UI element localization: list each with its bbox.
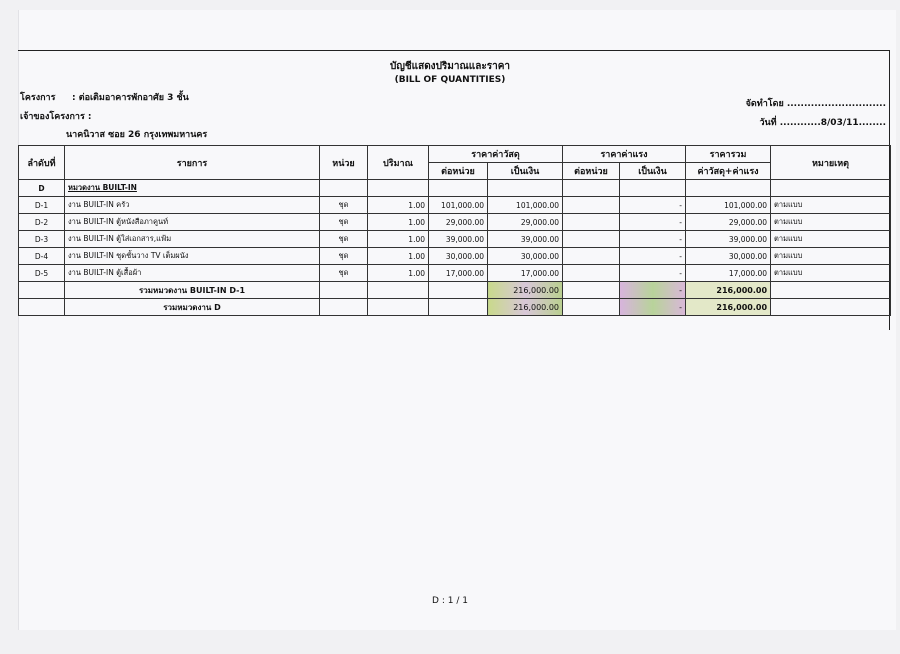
grand-total-label: รวมหมวดงาน D bbox=[65, 299, 320, 316]
grand-total-row bbox=[19, 299, 891, 316]
page-number: D : 1 / 1 bbox=[432, 596, 468, 606]
row-material-unit: 29,000.00 bbox=[429, 214, 488, 231]
row-item: งาน BUILT-IN ครัว bbox=[65, 197, 320, 214]
material-amount-header: เป็นเงิน bbox=[488, 163, 563, 180]
top-border-line bbox=[18, 50, 890, 51]
table-row bbox=[19, 248, 891, 265]
row-unit: ชุด bbox=[320, 214, 368, 231]
row-unit: ชุด bbox=[320, 197, 368, 214]
row-no: D-1 bbox=[19, 197, 65, 214]
row-no: D-3 bbox=[19, 231, 65, 248]
row-no: D-2 bbox=[19, 214, 65, 231]
row-labor-unit bbox=[563, 197, 620, 214]
grand-total-total: 216,000.00 bbox=[686, 299, 771, 316]
section-row bbox=[19, 180, 891, 197]
document-subtitle: (BILL OF QUANTITIES) bbox=[394, 75, 506, 85]
table-row bbox=[19, 231, 891, 248]
row-labor-unit bbox=[563, 265, 620, 282]
labor-amount-header: เป็นเงิน bbox=[620, 163, 686, 180]
labor-per-unit-header: ต่อหน่วย bbox=[563, 163, 620, 180]
row-material-unit: 101,000.00 bbox=[429, 197, 488, 214]
row-unit: ชุด bbox=[320, 248, 368, 265]
row-material-amount: 17,000.00 bbox=[488, 265, 563, 282]
row-qty: 1.00 bbox=[368, 197, 429, 214]
material-per-unit-header: ต่อหน่วย bbox=[429, 163, 488, 180]
row-remark: ตามแบบ bbox=[771, 248, 891, 265]
row-labor-amount: - bbox=[620, 265, 686, 282]
col-total-header: ราคารวม bbox=[686, 146, 771, 163]
project-label: โครงการ bbox=[20, 93, 56, 103]
col-no-header: ลำดับที่ bbox=[19, 146, 65, 180]
subtotal-labor-amount: - bbox=[620, 282, 686, 299]
row-material-amount: 39,000.00 bbox=[488, 231, 563, 248]
row-total: 101,000.00 bbox=[686, 197, 771, 214]
row-item: งาน BUILT-IN ชุดชั้นวาง TV เต็มผนัง bbox=[65, 248, 320, 265]
subtotal-total: 216,000.00 bbox=[686, 282, 771, 299]
row-item: งาน BUILT-IN ตู้เสื้อผ้า bbox=[65, 265, 320, 282]
row-item: งาน BUILT-IN ตู้ใส่เอกสาร,แฟ้ม bbox=[65, 231, 320, 248]
subtotal-row bbox=[19, 282, 891, 299]
row-remark: ตามแบบ bbox=[771, 197, 891, 214]
row-material-unit: 30,000.00 bbox=[429, 248, 488, 265]
row-labor-unit bbox=[563, 231, 620, 248]
row-material-amount: 101,000.00 bbox=[488, 197, 563, 214]
grand-total-labor-amount: - bbox=[620, 299, 686, 316]
col-labor-header: ราคาค่าแรง bbox=[563, 146, 686, 163]
row-total: 30,000.00 bbox=[686, 248, 771, 265]
row-qty: 1.00 bbox=[368, 231, 429, 248]
row-labor-amount: - bbox=[620, 231, 686, 248]
row-unit: ชุด bbox=[320, 231, 368, 248]
owner-label: เจ้าของโครงการ : bbox=[20, 112, 92, 122]
row-total: 39,000.00 bbox=[686, 231, 771, 248]
row-qty: 1.00 bbox=[368, 265, 429, 282]
subtotal-label: รวมหมวดงาน BUILT-IN D-1 bbox=[65, 282, 320, 299]
row-remark: ตามแบบ bbox=[771, 231, 891, 248]
total-sub-header: ค่าวัสดุ+ค่าแรง bbox=[686, 163, 771, 180]
project-address: นาคนิวาส ซอย 26 กรุงเทพมหานคร bbox=[66, 130, 208, 140]
row-total: 29,000.00 bbox=[686, 214, 771, 231]
col-remark-header: หมายเหตุ bbox=[771, 146, 891, 180]
row-material-unit: 17,000.00 bbox=[429, 265, 488, 282]
row-labor-unit bbox=[563, 214, 620, 231]
document-date: วันที่ ............8/03/11........ bbox=[759, 118, 886, 128]
col-material-header: ราคาค่าวัสดุ bbox=[429, 146, 563, 163]
section-name: หมวดงาน BUILT-IN bbox=[65, 180, 320, 197]
document-title: บัญชีแสดงปริมาณและราคา bbox=[389, 61, 511, 72]
row-total: 17,000.00 bbox=[686, 265, 771, 282]
section-code: D bbox=[19, 180, 65, 197]
table-row bbox=[19, 214, 891, 231]
row-no: D-5 bbox=[19, 265, 65, 282]
col-item-header: รายการ bbox=[65, 146, 320, 180]
row-labor-amount: - bbox=[620, 197, 686, 214]
project-value: : ต่อเติมอาคารพักอาศัย 3 ชั้น bbox=[72, 93, 189, 103]
prepared-by: จัดทำโดย ............................. bbox=[745, 99, 886, 109]
row-material-amount: 30,000.00 bbox=[488, 248, 563, 265]
row-qty: 1.00 bbox=[368, 214, 429, 231]
row-unit: ชุด bbox=[320, 265, 368, 282]
row-remark: ตามแบบ bbox=[771, 265, 891, 282]
grand-total-material-amount: 216,000.00 bbox=[488, 299, 563, 316]
table-row bbox=[19, 197, 891, 214]
subtotal-material-amount: 216,000.00 bbox=[488, 282, 563, 299]
row-labor-amount: - bbox=[620, 248, 686, 265]
bill-of-quantities-table bbox=[18, 145, 891, 316]
row-material-unit: 39,000.00 bbox=[429, 231, 488, 248]
col-unit-header: หน่วย bbox=[320, 146, 368, 180]
row-labor-amount: - bbox=[620, 214, 686, 231]
table-row bbox=[19, 265, 891, 282]
row-remark: ตามแบบ bbox=[771, 214, 891, 231]
row-labor-unit bbox=[563, 248, 620, 265]
col-qty-header: ปริมาณ bbox=[368, 146, 429, 180]
row-no: D-4 bbox=[19, 248, 65, 265]
row-material-amount: 29,000.00 bbox=[488, 214, 563, 231]
table-header-row bbox=[19, 146, 891, 163]
row-item: งาน BUILT-IN ตู้หนังสือภาคูนท์ bbox=[65, 214, 320, 231]
row-qty: 1.00 bbox=[368, 248, 429, 265]
